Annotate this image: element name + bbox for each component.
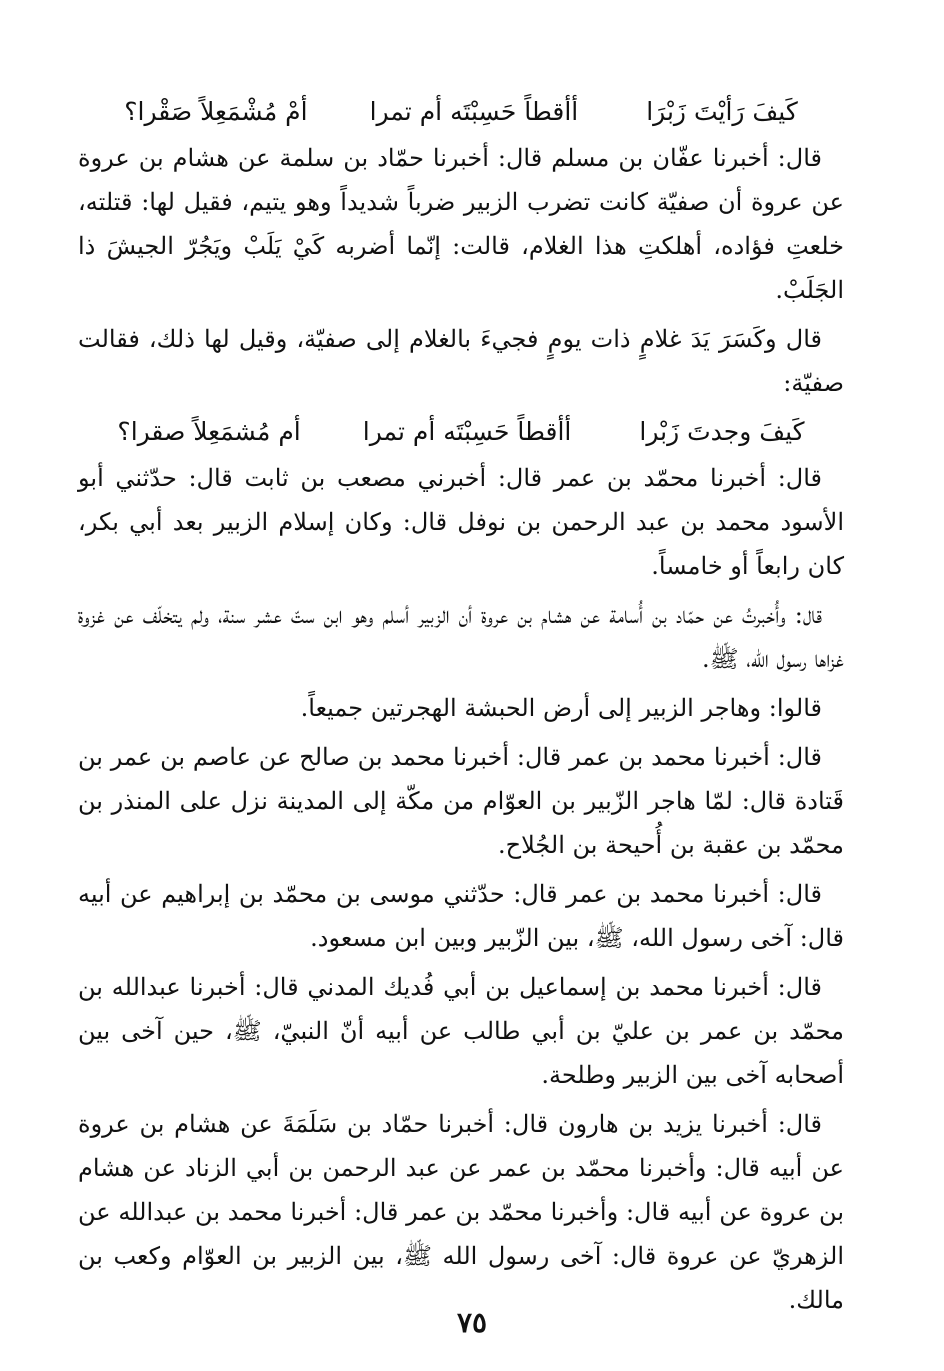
verse-2-hemistich-3: أم مُشمَعِلاً صقرا؟ [117,417,301,446]
paragraph-9: قال: أخبرنا يزيد بن هارون قال: أخبرنا حمّاد بن سَلَمَةَ عن هشام بن عروة عن أبيه قال: وأخبرنا محمّد بن عمر عن عبد الرحمن بن أبي الزناد عن هشام بن عروة عن أبيه قال: وأخبرنا محمّد بن عمر قال: أخبرنا محمد بن عبدالله عن الزهريّ عن عروة قال: آخى رسول الله ﷺ، بين الزبير بن العوّام وكعب بن مالك. [78,1110,844,1314]
verse-1-hemistich-2: أأقطاً حَسِبْتَه أم تمرا [369,97,579,126]
verse-1-hemistich-3: أمْ مُشْمَعِلاً صَقْرا؟ [124,97,308,126]
paragraph-7: قال: أخبرنا محمد بن عمر قال: حدّثني موسى بن محمّد بن إبراهيم عن أبيه قال: آخى رسول الله، ﷺ، بين الزّبير وبين ابن مسعود. [78,880,844,952]
page-number: ٧٥ [456,1306,488,1339]
verse-1-hemistich-1: كَيفَ رَأيْتَ زَبْرَا [646,97,798,126]
paragraph-3: قال: أخبرنا محمّد بن عمر قال: أخبرني مصعب بن ثابت قال: حدّثني أبو الأسود محمد بن عبد الرحمن بن نوفل قال: وكان إسلام الزبير بعد أبي بكر، كان رابعاً أو خامساً. [78,464,844,580]
verse-2-hemistich-2: أأقطاً حَسِبْتَه أم تمرا [362,417,572,446]
paragraph-1: قال: أخبرنا عفّان بن مسلم قال: أخبرنا حمّاد بن سلمة عن هشام بن عروة عن عروة أن صفيّة كانت تضرب الزبير ضرباً شديداً وهو يتيم، فقيل لها: قتلته، خلعتِ فؤاده، أهلكتِ هذا الغلام، قالت: إنّما أضربه كَيْ يَلَبْ ويَجُرّ الجيشَ ذا الجَلَبْ. [78,144,844,304]
page-body [78,90,844,1327]
paragraph-5: قالوا: وهاجر الزبير إلى أرض الحبشة الهجرتين جميعاً. [300,694,822,722]
paragraph-6: قال: أخبرنا محمد بن عمر قال: أخبرنا محمد بن صالح عن عاصم بن عمر بن قَتادة قال: لمّا هاجر الزّبير بن العوّام من مكّة إلى المدينة نزل على المنذر بن محمّد بن عقبة بن أُحيحة بن الجُلاح. [78,743,844,859]
poetry-verse-1 [78,90,844,134]
paragraph-2: قال وكَسَرَ يَدَ غلامٍ ذات يومٍ فجيءَ بالغلام إلى صفيّة، وقيل لها ذلك، فقالت صفيّة: [78,325,844,397]
paragraph-4: قال: وأُخبرتُ عن حمّاد بن أُسامة عن هشام بن عروة أن الزبير أسلم وهو ابن ستّ عشر سنة، ولم يتخلّف عن غزوة غزاها رسول الله، ﷺ. [78,601,844,673]
verse-2-hemistich-1: كَيفَ وجدتَ زَبْرا [639,417,805,446]
poetry-verse-2 [78,410,844,454]
paragraph-8: قال: أخبرنا محمد بن إسماعيل بن أبي فُديك المدني قال: أخبرنا عبدالله بن محمّد بن عمر بن عليّ بن أبي طالب عن أبيه أنّ النبيّ، ﷺ، حين آخى بين أصحابه آخى بين الزبير وطلحة. [78,973,844,1089]
